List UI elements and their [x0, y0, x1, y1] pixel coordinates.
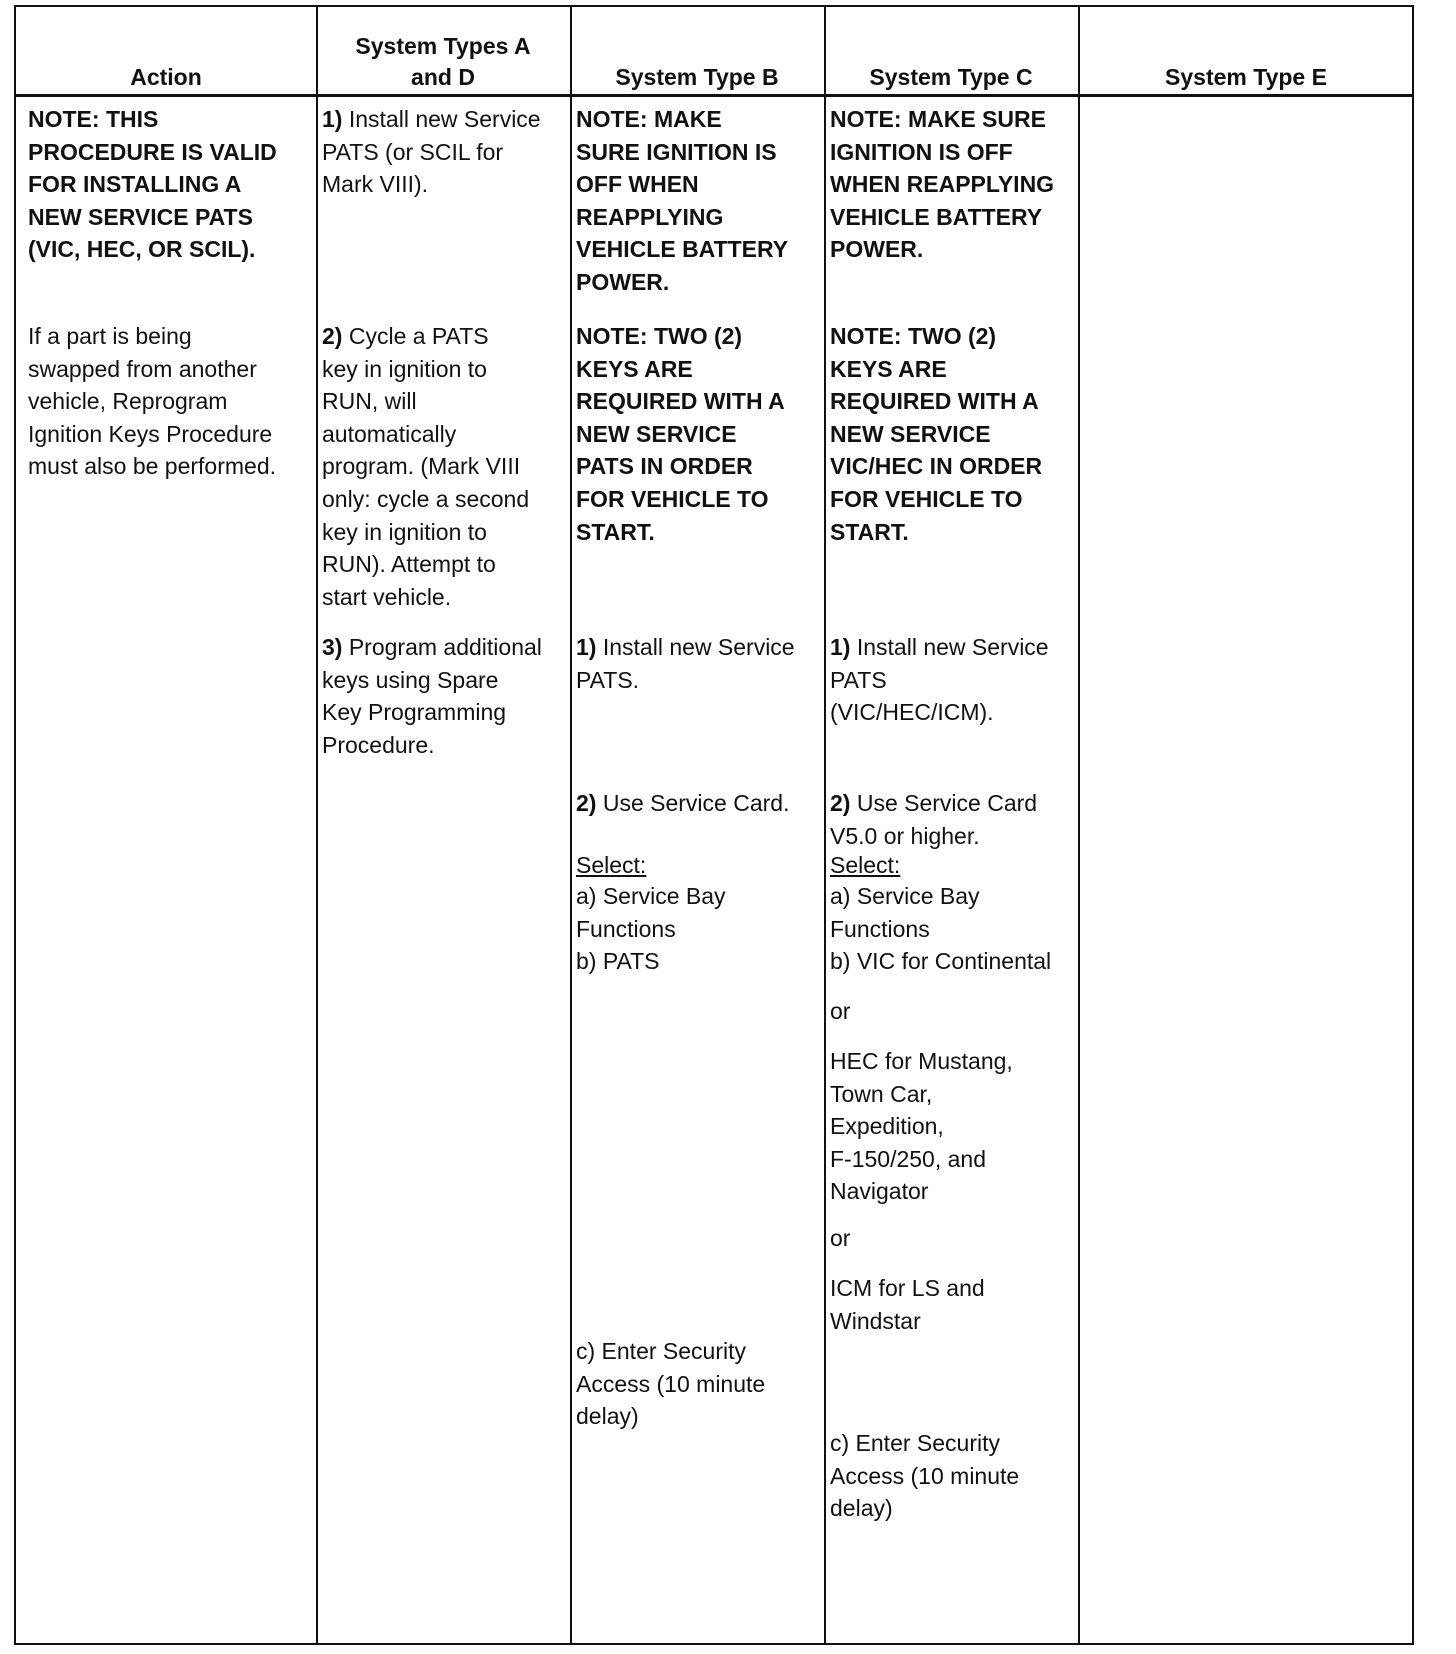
type-b-select-items: a) Service Bay Functions b) PATS — [576, 883, 726, 975]
step-number: 2) — [322, 323, 343, 349]
step-text: Install new Service PATS (or SCIL for Mark VIII). — [322, 106, 541, 198]
step-number: 1) — [576, 634, 597, 660]
column-divider — [316, 7, 318, 1643]
step-number: 3) — [322, 634, 343, 660]
type-b-note-two-keys: NOTE: TWO (2) KEYS ARE REQUIRED WITH A NEW SERVICE PATS IN ORDER FOR VEHICLE TO START. — [576, 323, 785, 545]
type-c-icm-models: ICM for LS and Windstar — [830, 1275, 985, 1334]
type-ad-step-2 — [322, 320, 529, 613]
type-ad-step-3 — [322, 631, 542, 761]
step-number: 2) — [576, 790, 597, 816]
type-c-step-2 — [830, 787, 1037, 852]
type-c-select-items: a) Service Bay Functions b) VIC for Continental — [830, 883, 1052, 975]
type-c-select-label: Select: — [830, 852, 901, 878]
procedure-table — [14, 5, 1414, 1645]
type-b-step-2 — [576, 787, 789, 820]
step-number: 1) — [322, 106, 343, 132]
type-b-note-ignition: NOTE: MAKE SURE IGNITION IS OFF WHEN REAPPLYING VEHICLE BATTERY POWER. — [576, 106, 789, 295]
step-text: Install new Service PATS. — [576, 634, 795, 693]
step-number: 1) — [830, 634, 851, 660]
header-system-type-e: System Type E — [1165, 64, 1327, 90]
type-e-column — [1080, 99, 1412, 1643]
type-c-note-two-keys: NOTE: TWO (2) KEYS ARE REQUIRED WITH A NEW SERVICE VIC/HEC IN ORDER FOR VEHICLE TO START. — [830, 323, 1043, 545]
header-system-types-a-d: System Types A and D — [355, 33, 531, 90]
type-c-or-2: or — [830, 1225, 851, 1251]
column-divider — [824, 7, 826, 1643]
type-c-step-c: c) Enter Security Access (10 minute delay) — [830, 1430, 1020, 1522]
header-system-type-b: System Type B — [615, 64, 779, 90]
column-divider — [570, 7, 572, 1643]
action-note: NOTE: THIS PROCEDURE IS VALID FOR INSTALLING A NEW SERVICE PATS (VIC, HEC, OR SCIL). — [28, 106, 277, 263]
type-b-step-1 — [576, 631, 795, 696]
type-c-note-ignition: NOTE: MAKE SURE IGNITION IS OFF WHEN REAPPLYING VEHICLE BATTERY POWER. — [830, 106, 1055, 263]
type-b-select-label: Select: — [576, 852, 647, 878]
action-swap-text: If a part is being swapped from another vehicle, Reprogram Ignition Keys Procedure must also be performed. — [28, 323, 277, 480]
header-system-type-c: System Type C — [869, 64, 1033, 90]
step-number: 2) — [830, 790, 851, 816]
step-text: Program additional keys using Spare Key Programming Procedure. — [322, 634, 542, 758]
step-text: Use Service Card. — [596, 790, 790, 816]
header-action: Action — [130, 64, 202, 90]
type-ad-step-1 — [322, 103, 541, 201]
step-text: Cycle a PATS key in ignition to RUN, will automatically program. (Mark VIII only: cycle a second key in ignition to RUN). Attempt to start vehicle. — [322, 323, 530, 610]
type-b-step-c: c) Enter Security Access (10 minute delay) — [576, 1338, 766, 1430]
type-c-or-1: or — [830, 998, 851, 1024]
step-text: Install new Service PATS (VIC/HEC/ICM). — [830, 634, 1049, 726]
type-c-hec-models: HEC for Mustang, Town Car, Expedition, F-150/250, and Navigator — [830, 1048, 1013, 1205]
type-c-step-1 — [830, 631, 1049, 729]
step-text: Use Service Card V5.0 or higher. — [830, 790, 1038, 849]
